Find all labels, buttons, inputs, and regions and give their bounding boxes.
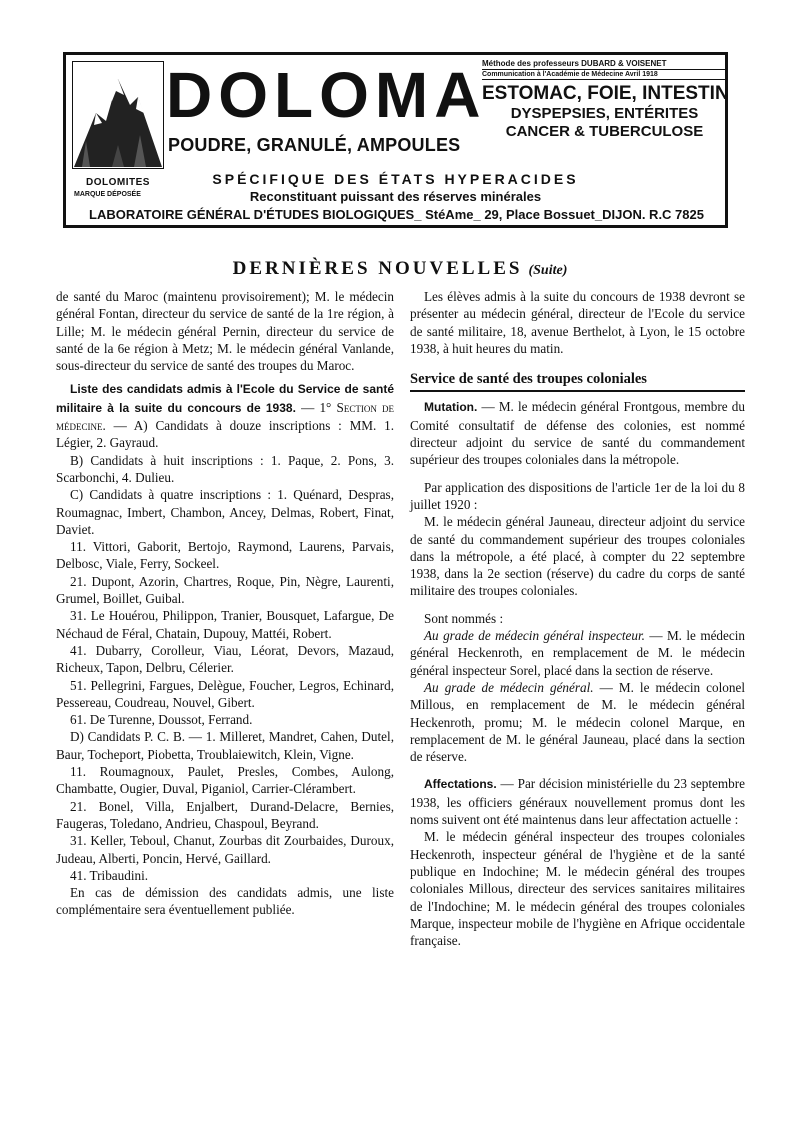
mutation-label: Mutation.: [424, 400, 478, 415]
grade-text: — M. le médecin général Heckenroth, en remplacement de M. le médecin général inspecteur Sorel, placé dans la section de réserve.: [410, 628, 745, 678]
section-heading: [0, 258, 800, 280]
list-item: 21. Bonel, Villa, Enjalbert, Durand-Delacre, Bernies, Faugeras, Toledano, Andrieu, Chaspoul, Beyrand.: [56, 798, 394, 831]
paragraph: M. le médecin général Jauneau, directeur adjoint du service de santé du commandement supérieur des troupes coloniales dans la métropole, a été placé, à compter du 22 septembre 1938, dans la 2e section (réserve) du cadre du corps de santé militaire des troupes coloniales.: [410, 514, 745, 599]
section-label: Section de médecine.: [56, 399, 395, 434]
specific-line: SPÉCIFIQUE DES ÉTATS HYPERACIDES: [212, 171, 579, 187]
section-text: — A) Candidats à douze inscriptions : MM. 1. Légier, 2. Gayraud.: [56, 418, 394, 451]
brand-name: DOLOMA: [166, 59, 487, 131]
grade-label: Au grade de médecin général.: [424, 679, 594, 695]
subsection-title: Service de santé des troupes coloniales: [410, 371, 745, 392]
list-item: 61. De Turenne, Doussot, Ferrand.: [70, 712, 253, 728]
list-item: D) Candidats P. C. B. — 1. Milleret, Mandret, Cahen, Dutel, Baur, Tocheport, Piobetta, Troublaiewitch, Klein, Vigne.: [56, 729, 394, 762]
paragraph: Sont nommés :: [424, 610, 504, 626]
list-heading: Liste des candidats admis à l'Ecole du Service de santé militaire à la suite du concours de 1938.: [56, 382, 394, 415]
diseases-line-1: DYSPEPSIES, ENTÉRITES: [510, 105, 699, 122]
list-item: 41. Tribaudini.: [70, 867, 149, 883]
affectations-label: Affectations.: [424, 777, 497, 792]
list-item: 31. Keller, Teboul, Chanut, Zourbas dit Zourbaides, Duroux, Judeau, Alberti, Poncin, Hervé, Gaillard.: [56, 833, 394, 866]
grade-general-paragraph: [410, 679, 745, 765]
affectations-paragraph: [410, 775, 745, 828]
list-item: 11. Vittori, Gaborit, Bertojo, Raymond, Laurens, Parvais, Delbosc, Viale, Ferry, Sockeel.: [56, 539, 394, 572]
mountain-logo-icon: [72, 61, 164, 169]
laboratory-line: LABORATOIRE GÉNÉRAL D'ÉTUDES BIOLOGIQUES_ StéAme_ 29, Place Bossuet_DIJON. R.C 7825: [89, 207, 704, 222]
paragraph: Par application des dispositions de l'article 1er de la loi du 8 juillet 1920 :: [410, 479, 745, 512]
list-item: 41. Dubarry, Corolleur, Viau, Léorat, Devors, Mazaud, Richeux, Tapon, Delbru, Célerier.: [56, 642, 394, 676]
affectations-text: — Par décision ministérielle du 23 septembre 1938, les officiers généraux nouvellement promus dont les noms suivent ont été maintenus dans leur affectation actuelle :: [410, 776, 745, 828]
paragraph: Les élèves admis à la suite du concours de 1938 devront se présenter au médecin général, directeur de l'Ecole du service de santé militaire, 18, avenue Berthelot, à Lyon, le 15 octobre 1938, à huit heures du matin.: [410, 289, 745, 356]
reconstituant-line: Reconstituant puissant des réserves minérales: [249, 189, 542, 204]
list-number: — 1°: [295, 399, 332, 415]
mountain-label: DOLOMITES: [86, 177, 150, 188]
left-column: [56, 288, 394, 919]
list-item: 31. Le Houérou, Philippon, Tranier, Bousquet, Lafargue, De Néchaud de Féral, Chatain, Dupouy, Mattéi, Robert.: [56, 608, 394, 641]
organs-line: ESTOMAC, FOIE, INTESTIN: [482, 83, 729, 104]
trademark-note: MARQUE DÉPOSÉE: [74, 191, 141, 198]
grade-label: Au grade de médecin général inspecteur.: [424, 628, 645, 644]
list-item: B) Candidats à huit inscriptions : 1. Paque, 2. Pons, 3. Scarbonchi, 4. Dulieu.: [56, 452, 394, 485]
list-item: 11. Roumagnoux, Paulet, Presles, Combes, Aulong, Chambatte, Ougier, Duval, Piganiol, Carrier-Clérambert.: [56, 764, 394, 797]
list-item: 21. Dupont, Azorin, Chartres, Roque, Pin, Nègre, Laurenti, Grumel, Boillet, Guibal.: [56, 573, 394, 607]
doloma-advertisement: [63, 52, 728, 228]
paragraph: M. le médecin général inspecteur des troupes coloniales Heckenroth, inspecteur général de l'hygiène et de la santé publique en Indochine; M. le médecin général des troupes coloniales Millous, directeur des services sanitaires militaires de l'Indochine; M. le médecin général des troupes coloniales Marque, inspecteur mobile de l'hygiène en Afrique occidentale française.: [410, 829, 745, 949]
grade-text: — M. le médecin colonel Millous, en remplacement de M. le médecin général Heckenroth, promu; M. le médecin colonel Marque, en remplacement de M. le général Jauneau, placé dans la section de réserve.: [410, 679, 745, 765]
paragraph: de santé du Maroc (maintenu provisoirement); M. le médecin général Fontan, directeur du service de santé de la 1re région, à Lille; M. le médecin général Pernin, directeur du service de santé de la 6e région à Metz; M. le médecin général Vanlande, sous-directeur du service de santé des troupes du Maroc.: [56, 289, 394, 374]
heading-title: DERNIÈRES NOUVELLES: [232, 258, 523, 279]
candidates-list-intro: [56, 380, 394, 451]
product-forms: POUDRE, GRANULÉ, AMPOULES: [168, 135, 461, 155]
communication-line: Communication à l'Académie de Médecine Avril 1918: [482, 70, 727, 80]
method-line: Méthode des professeurs DUBARD & VOISENET: [482, 57, 727, 70]
mutation-text: — M. le médecin général Frontgous, membre du Comité consultatif de défense des colonies, est nommé directeur adjoint du service de santé du commandement supérieur des troupes coloniales dans la métropole.: [410, 399, 745, 468]
paragraph: En cas de démission des candidats admis, une liste complémentaire sera éventuellement publiée.: [56, 885, 394, 918]
diseases-line-2: CANCER & TUBERCULOSE: [505, 123, 704, 140]
heading-suite: (Suite): [528, 263, 568, 278]
mutation-paragraph: [410, 398, 745, 468]
list-item: C) Candidats à quatre inscriptions : 1. Quénard, Despras, Roumagnac, Imbert, Chambon, Ancey, Delmas, Robert, Finat, Daviet.: [56, 487, 394, 537]
right-column: [410, 288, 745, 949]
indications-block: [482, 57, 727, 141]
list-item: 51. Pellegrini, Fargues, Delègue, Foucher, Legros, Echinard, Pessereau, Coudreau, Nouvel, Gibert.: [56, 677, 394, 710]
grade-inspecteur-paragraph: [410, 627, 745, 679]
